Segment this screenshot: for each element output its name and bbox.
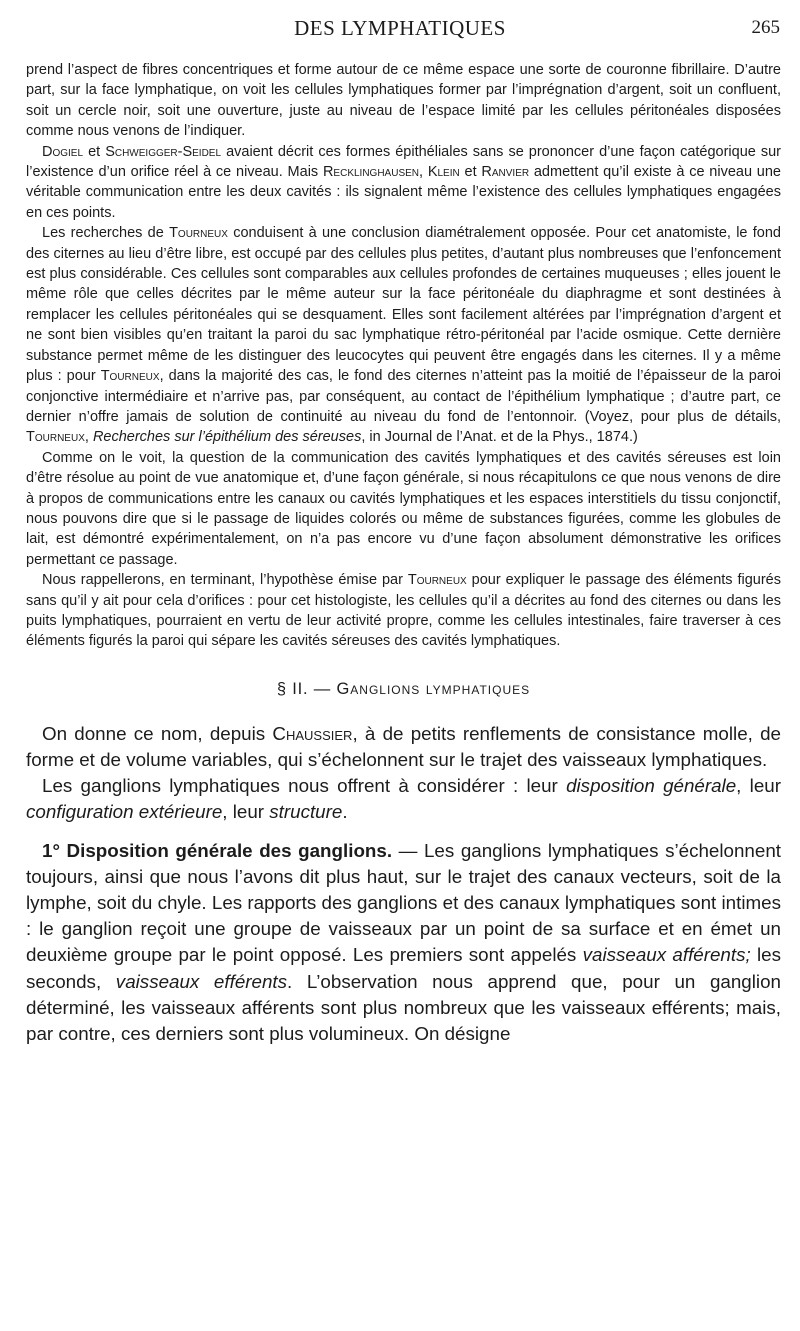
paragraph-text: Comme on le voit, la question de la communication des cavités lymphatiques et des cavités séreuses est loin d’être résolue au point de vue anatomique et, d’une façon générale, si nous récapitulons ce que nous venons de dire à propos de communications entre les canaux ou cavités lymphatiques et les espaces interstitiels du tissu conjonctif, nous pouvons dire que si le passage de liquides colorés ou même de substances figurées, comme les globules de lait, est démontré expérimentalement, on n’a pas encore vu d’une façon absolument démonstrative les orifices permettant ce passage. (26, 449, 781, 568)
paragraph-text: et (83, 143, 106, 160)
paragraph-dogiel (26, 142, 781, 224)
paragraph-text: , leur (222, 801, 270, 823)
section-number: § II. (276, 679, 309, 698)
paragraph-text: , leur (736, 775, 781, 797)
author-name: Recklinghausen (322, 164, 420, 181)
paragraph-text: , (84, 429, 93, 446)
running-head (0, 16, 800, 46)
author-name: Dogiel (42, 143, 84, 160)
section-dash: — (308, 679, 337, 698)
paragraph-continuation (26, 60, 781, 142)
paragraph-definition (26, 721, 781, 773)
paragraph-communication (26, 448, 781, 570)
topic-term: vaisseaux efférents (115, 970, 288, 992)
main-text-block (26, 721, 781, 1047)
paragraph-text: conduisent à une conclusion diamétralement opposée. Pour cet anatomiste, le fond des citernes au lieu d’être libre, est occupé par des cellules plus petites, d’autant plus nombreuses que l’enfoncement est plus considérable. Ces cellules sont comparables aux cellules profondes de certaines muqueuses ; elles jouent le même rôle que celles décrites par le même auteur sur la face péritonéale du diaphragme et sont destinées à remplacer les cellules péritonéales qui se desquament. Elles sont facilement altérées par l’imprégnation d’argent et ne sont bien visibles qu’en traitant la paroi du sac lymphatique rétro-péritonéal par l’acide osmique. Cette dernière substance permet même de les distinguer des leucocytes qui peuvent être engagés dans les citernes. Il y a même plus : pour (26, 225, 781, 385)
paragraph-text: pour expliquer le passage des éléments figurés sans qu’il y ait pour cela d’orifices : pour cet histologiste, les cellules qu’il a décrites au fond des citernes ou dans les puits lymphatiques, pourraient en vertu de leur activité propre, comme les cellules intestinales, faire traverser à ces éléments figurés la paroi qui sépare les cavités séreuses des cavités lymphatiques. (26, 572, 781, 650)
paragraph-disposition (26, 838, 781, 1048)
paragraph-overview (26, 773, 781, 825)
page-body (26, 60, 781, 1047)
paragraph-text: — Les ganglions lymphatiques s’échelonnent toujours, ainsi que nous l’avons dit plus haut, sur le trajet des canaux vecteurs, soit de la lymphe, soit du chyle. Les rapports des ganglions et des canaux lymphatiques sont intimes : le ganglion reçoit une groupe de vaisseaux par un point de sa surface et en émet un deuxième groupe par le point opposé. Les premiers sont appelés (26, 839, 781, 966)
paragraph-text: Nous rappellerons, en terminant, l’hypothèse émise par (42, 572, 408, 589)
author-name: Tourneux (26, 429, 85, 446)
paragraph-text: avaient décrit ces formes épithéliales sans se prononcer d’une façon catégorique sur l’existence d’un orifice réel à ce niveau. Mais (26, 143, 782, 181)
paragraph-text: , dans la majorité des cas, le fond des citernes n’atteint pas la moitié de l’épaisseur de la paroi conjonctive intermédiaire et n’arrive pas, par conséquent, au contact de l’épithélium lymphatique ; d’autre part, ce dernier n’offre jamais de solution de continuité au niveau du fond de l’entonnoir. (Voyez, pour plus de détails, (26, 368, 781, 425)
subsection-heading: 1° Disposition générale des ganglions. (42, 839, 393, 861)
author-name: Tourneux (407, 572, 467, 589)
author-name: Schweigger-Seidel (105, 143, 222, 160)
author-name: Klein (427, 164, 460, 181)
running-title: DES LYMPHATIQUES (294, 16, 506, 40)
paragraph-text: et (459, 164, 482, 181)
page-number: 265 (751, 17, 780, 38)
author-name: Tourneux (169, 225, 228, 242)
section-title: Ganglions lymphatiques (336, 679, 531, 698)
paragraph-text: Les ganglions lymphatiques nous offrent à considérer : leur (42, 775, 567, 797)
paragraph-text: , in Journal de l’Anat. et de la Phys., 1874.) (361, 429, 638, 446)
topic-term: vaisseaux afférents; (582, 944, 751, 966)
paragraph-text: . L’observation nous apprend que, pour un ganglion déterminé, les vaisseaux afférents sont plus nombreux que les vaisseaux efférents; mais, par contre, ces derniers sont plus volumineux. On désigne (26, 970, 781, 1045)
paragraph-text: Les recherches de (42, 225, 170, 242)
paragraph-text: , à de petits renflements de consistance molle, de forme et de volume variables, qui s’échelonnent sur le trajet des vaisseaux lymphatiques. (26, 722, 781, 770)
small-print-block (26, 60, 781, 652)
paragraph-text: , (419, 164, 428, 181)
paragraph-hypothesis (26, 570, 781, 652)
reference-title: Recherches sur l’épithélium des séreuses (92, 429, 362, 446)
paragraph-text: les seconds, (26, 944, 781, 992)
topic-term: configuration extérieure (26, 801, 223, 823)
paragraph-text: On donne ce nom, depuis (42, 722, 273, 744)
paragraph-tourneux (26, 223, 781, 447)
paragraph-text: . (342, 801, 348, 823)
topic-term: structure (269, 801, 343, 823)
author-name: Chaussier (272, 722, 353, 744)
author-name: Tourneux (100, 368, 160, 385)
author-name: Ranvier (481, 164, 530, 181)
paragraph-text: prend l’aspect de fibres concentriques et forme autour de ce même espace une sorte de couronne fibrillaire. D’autre part, sur la face lymphatique, on voit les cellules lymphatiques former par l’imprégnation d’argent, soit un confluent, soit un cercle noir, soit une ouverture, juste au niveau de l’espace limité par les cellules péritonéales disposées comme nous venons de l’indiquer. (26, 62, 781, 140)
section-heading (26, 680, 781, 699)
paragraph-text: admettent qu’il existe à ce niveau une véritable communication entre les deux cavités : ils signalent même l’existence des cellules lymphatiques engagées en ces points. (26, 164, 781, 221)
topic-term: disposition générale (566, 775, 737, 797)
